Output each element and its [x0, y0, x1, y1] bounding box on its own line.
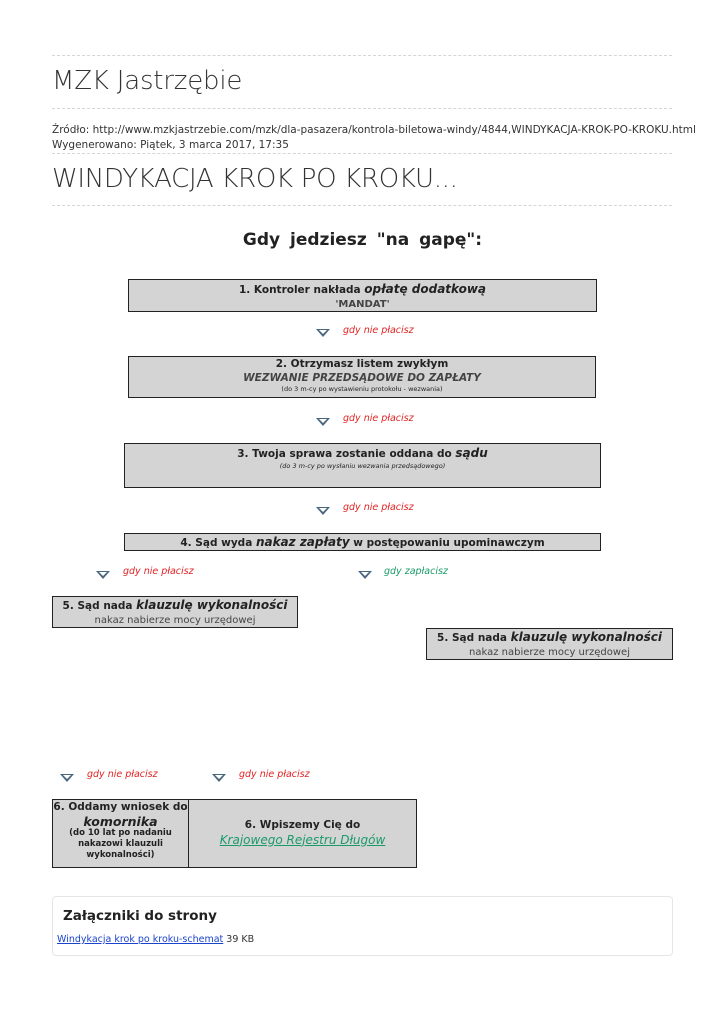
step-1-emphasis: opłatę dodatkową: [364, 282, 487, 296]
step-4-text: 4. Sąd wyda: [180, 537, 256, 549]
step-5-text: 5. Sąd nada: [62, 600, 137, 612]
attachment-link[interactable]: Windykacja krok po kroku-schemat: [57, 934, 224, 945]
step-1-text: 1. Kontroler nakłada: [238, 284, 365, 296]
step-1-sub: 'MANDAT': [335, 298, 390, 310]
step-5-left-box: [52, 596, 298, 628]
step-4-emphasis: nakaz zapłaty: [255, 535, 350, 549]
top-divider: [52, 55, 672, 56]
diagram-lead: Gdy jedziesz "na gapę":: [242, 230, 483, 250]
attachment-size: 39 KB: [226, 934, 255, 945]
step-5-sub: nakaz nabierze mocy urzędowej: [469, 646, 630, 658]
debt-register-link[interactable]: Krajowego Rejestru Długów: [219, 832, 386, 847]
step-6-note: (do 10 lat po nadaniu nakazowi klauzuli wykonalności): [69, 828, 172, 861]
step-4-text-end: w postępowaniu upominawczym: [349, 537, 545, 549]
down-arrow-icon: [212, 774, 226, 782]
step-6-line1: 6. Oddamy wniosek do: [53, 801, 188, 813]
down-arrow-icon: [96, 571, 110, 579]
page-title: WINDYKACJA KROK PO KROKU...: [52, 164, 458, 194]
divider: [52, 153, 672, 154]
step-1-box: [128, 279, 597, 312]
note-not-paying: gdy nie płacisz: [343, 413, 414, 424]
down-arrow-icon: [316, 329, 330, 337]
note-not-paying: gdy nie płacisz: [239, 769, 310, 780]
attachment-row: [57, 934, 254, 945]
step-4-box: [124, 533, 601, 551]
attachments-heading: Załączniki do strony: [63, 908, 217, 924]
step-5-emphasis: klauzulę wykonalności: [136, 598, 288, 612]
note-not-paying: gdy nie płacisz: [87, 769, 158, 780]
divider: [52, 108, 672, 109]
generated-line: Wygenerowano: Piątek, 3 marca 2017, 17:35: [52, 139, 289, 151]
note-not-paying: gdy nie płacisz: [343, 325, 414, 336]
attachments-panel: [52, 896, 673, 956]
down-arrow-icon: [60, 774, 74, 782]
step-3-box: [124, 443, 601, 488]
down-arrow-icon: [316, 418, 330, 426]
step-6-emphasis: komornika: [83, 813, 158, 829]
step-6-bailiff-box: [52, 799, 189, 868]
step-6-register-text: 6. Wpiszemy Cię do: [244, 819, 361, 831]
step-6-register-box: [188, 799, 417, 868]
site-title: MZK Jastrzębie: [52, 66, 243, 96]
step-2-box: [128, 356, 596, 398]
note-paying: gdy zapłacisz: [384, 566, 448, 577]
down-arrow-icon: [358, 571, 372, 579]
divider: [52, 205, 672, 206]
note-not-paying: gdy nie płacisz: [123, 566, 194, 577]
step-2-line2: WEZWANIE PRZEDSĄDOWE DO ZAPŁATY: [243, 371, 481, 384]
step-5-sub: nakaz nabierze mocy urzędowej: [94, 614, 256, 626]
step-5-right-box: [426, 628, 673, 660]
step-2-note: (do 3 m-cy po wystawieniu protokołu - wezwania): [281, 385, 443, 394]
step-3-note: (do 3 m-cy po wysłaniu wezwania przedsądowego): [279, 461, 446, 470]
step-5-text: 5. Sąd nada: [437, 632, 511, 644]
step-5-emphasis: klauzulę wykonalności: [510, 630, 662, 644]
source-line: Źródło: http://www.mzkjastrzebie.com/mzk/dla-pasazera/kontrola-biletowa-windy/4844,WINDYKACJA-KROK-PO-KROKU.html: [52, 124, 696, 136]
note-not-paying: gdy nie płacisz: [343, 502, 414, 513]
down-arrow-icon: [316, 507, 330, 515]
step-3-emphasis: sądu: [455, 446, 488, 460]
step-3-text: 3. Twoja sprawa zostanie oddana do: [237, 448, 456, 460]
step-2-line1: 2. Otrzymasz listem zwykłym: [275, 358, 449, 370]
